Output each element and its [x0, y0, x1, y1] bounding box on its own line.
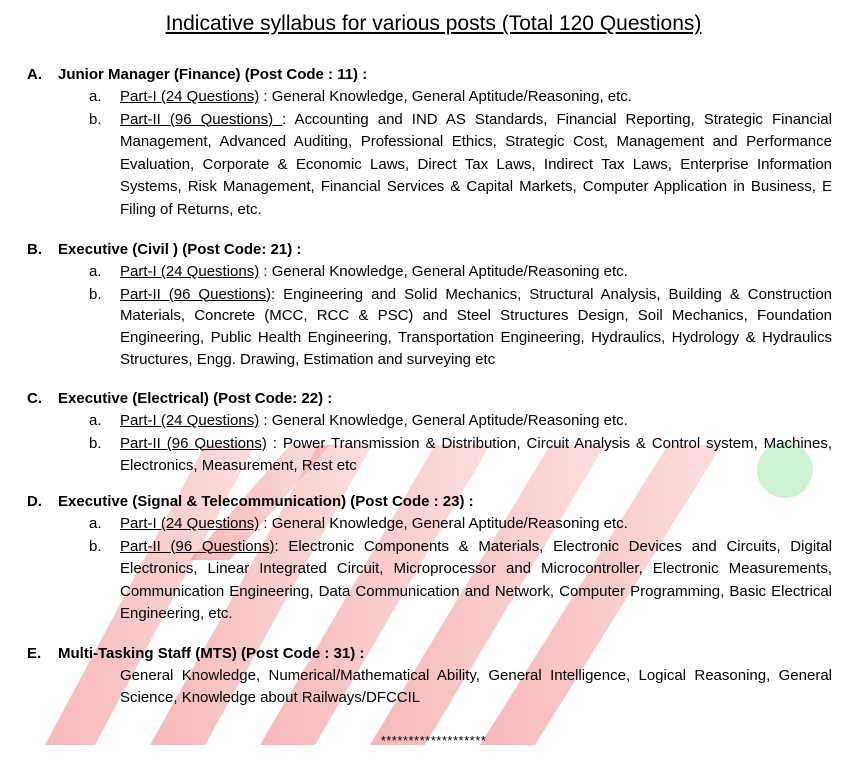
item-letter: b. [89, 434, 102, 452]
item-text: : Power Transmission & Distribution, Circuit Analysis & Control system, Machines, Electronics, Measurement, Rest etc [120, 434, 833, 474]
section-title: Executive (Electrical) (Post Code: 22) : [58, 390, 333, 407]
part-label: Part-II (96 Questions) [120, 285, 271, 303]
end-marker: ******************* [380, 733, 487, 748]
item-letter: b. [89, 110, 102, 128]
item-letter: a. [89, 515, 102, 532]
section-heading [27, 643, 832, 665]
item-text: : Electronic Components & Materials, Electronic Devices and Circuits, Digital Electronics, Linear Integrated Circuit, Microprocessor and Microcontroller, Electronic Measurements, Communication Engineering, Data Communication and Network, Computer Programming, Basic Electrical Engineering, etc. [120, 537, 832, 622]
section-a [27, 64, 832, 221]
item-letter: a. [89, 263, 102, 280]
syllabus-item [27, 433, 832, 478]
syllabus-item [27, 261, 832, 284]
section-heading [27, 491, 832, 513]
syllabus-item [27, 513, 832, 536]
part-label: Part-I (24 Questions) [120, 263, 260, 280]
syllabus-item [27, 536, 832, 626]
syllabus-item [27, 109, 832, 222]
section-b [27, 239, 832, 370]
part-label: Part-I (24 Questions) [120, 88, 260, 105]
section-c [27, 388, 832, 478]
item-text: : General Knowledge, General Aptitude/Reasoning etc. [259, 412, 628, 429]
part-label: Part-II (96 Questions) [120, 110, 283, 128]
part-label: Part-I (24 Questions) [120, 515, 260, 532]
syllabus-item [27, 284, 832, 371]
section-e [27, 643, 832, 709]
section-heading [27, 239, 832, 261]
item-text: : General Knowledge, General Aptitude/Reasoning etc. [259, 515, 628, 532]
part-label: Part-II (96 Questions) [120, 434, 267, 452]
item-text: : Accounting and IND AS Standards, Financial Reporting, Strategic Financial Management, Advanced Auditing, Professional Ethics, Strategic Cost, Management and Performance Evaluation, Corporate & Economic Laws, Direct Tax Laws, Indirect Tax Laws, Enterprise Information Systems, Risk Management, Financial Services & Capital Markets, Computer Application in Business, E Filing of Returns, etc. [120, 110, 832, 218]
item-letter: b. [89, 285, 102, 303]
section-title: Multi-Tasking Staff (MTS) (Post Code : 31) : [58, 645, 365, 662]
section-letter: C. [27, 390, 42, 407]
item-letter: a. [89, 412, 102, 429]
syllabus-item [27, 410, 832, 433]
section-title: Junior Manager (Finance) (Post Code : 11) : [58, 66, 368, 83]
item-text: : Engineering and Solid Mechanics, Structural Analysis, Building & Construction Materials, Concrete (MCC, RCC & PSC) and Steel Structures Design, Soil Mechanics, Foundation Engineering, Public Health Engineering, Transportation Engineering, Hydraulics, Hydrology & Hydraulics Structures, Engg. Drawing, Estimation and surveying etc [120, 285, 832, 368]
part-label: Part-I (24 Questions) [120, 412, 260, 429]
item-text: : General Knowledge, General Aptitude/Reasoning etc. [259, 263, 628, 280]
part-label: Part-II (96 Questions) [120, 537, 275, 555]
section-heading [27, 64, 832, 86]
syllabus-item [27, 86, 832, 109]
section-letter: B. [27, 241, 42, 258]
page-title: Indicative syllabus for various posts (Total 120 Questions) [165, 12, 702, 35]
section-heading [27, 388, 832, 410]
item-text: : General Knowledge, General Aptitude/Reasoning, etc. [259, 88, 632, 105]
section-letter: D. [27, 493, 42, 510]
section-body: General Knowledge, Numerical/Mathematical Ability, General Intelligence, Logical Reasoning, General Science, Knowledge about Railways/DFCCIL [120, 667, 832, 706]
item-letter: a. [89, 88, 102, 105]
section-title: Executive (Signal & Telecommunication) (Post Code : 23) : [58, 493, 474, 510]
section-letter: A. [27, 66, 42, 83]
section-title: Executive (Civil ) (Post Code: 21) : [58, 241, 302, 258]
section-d [27, 491, 832, 626]
item-letter: b. [89, 537, 102, 555]
section-letter: E. [27, 645, 42, 662]
